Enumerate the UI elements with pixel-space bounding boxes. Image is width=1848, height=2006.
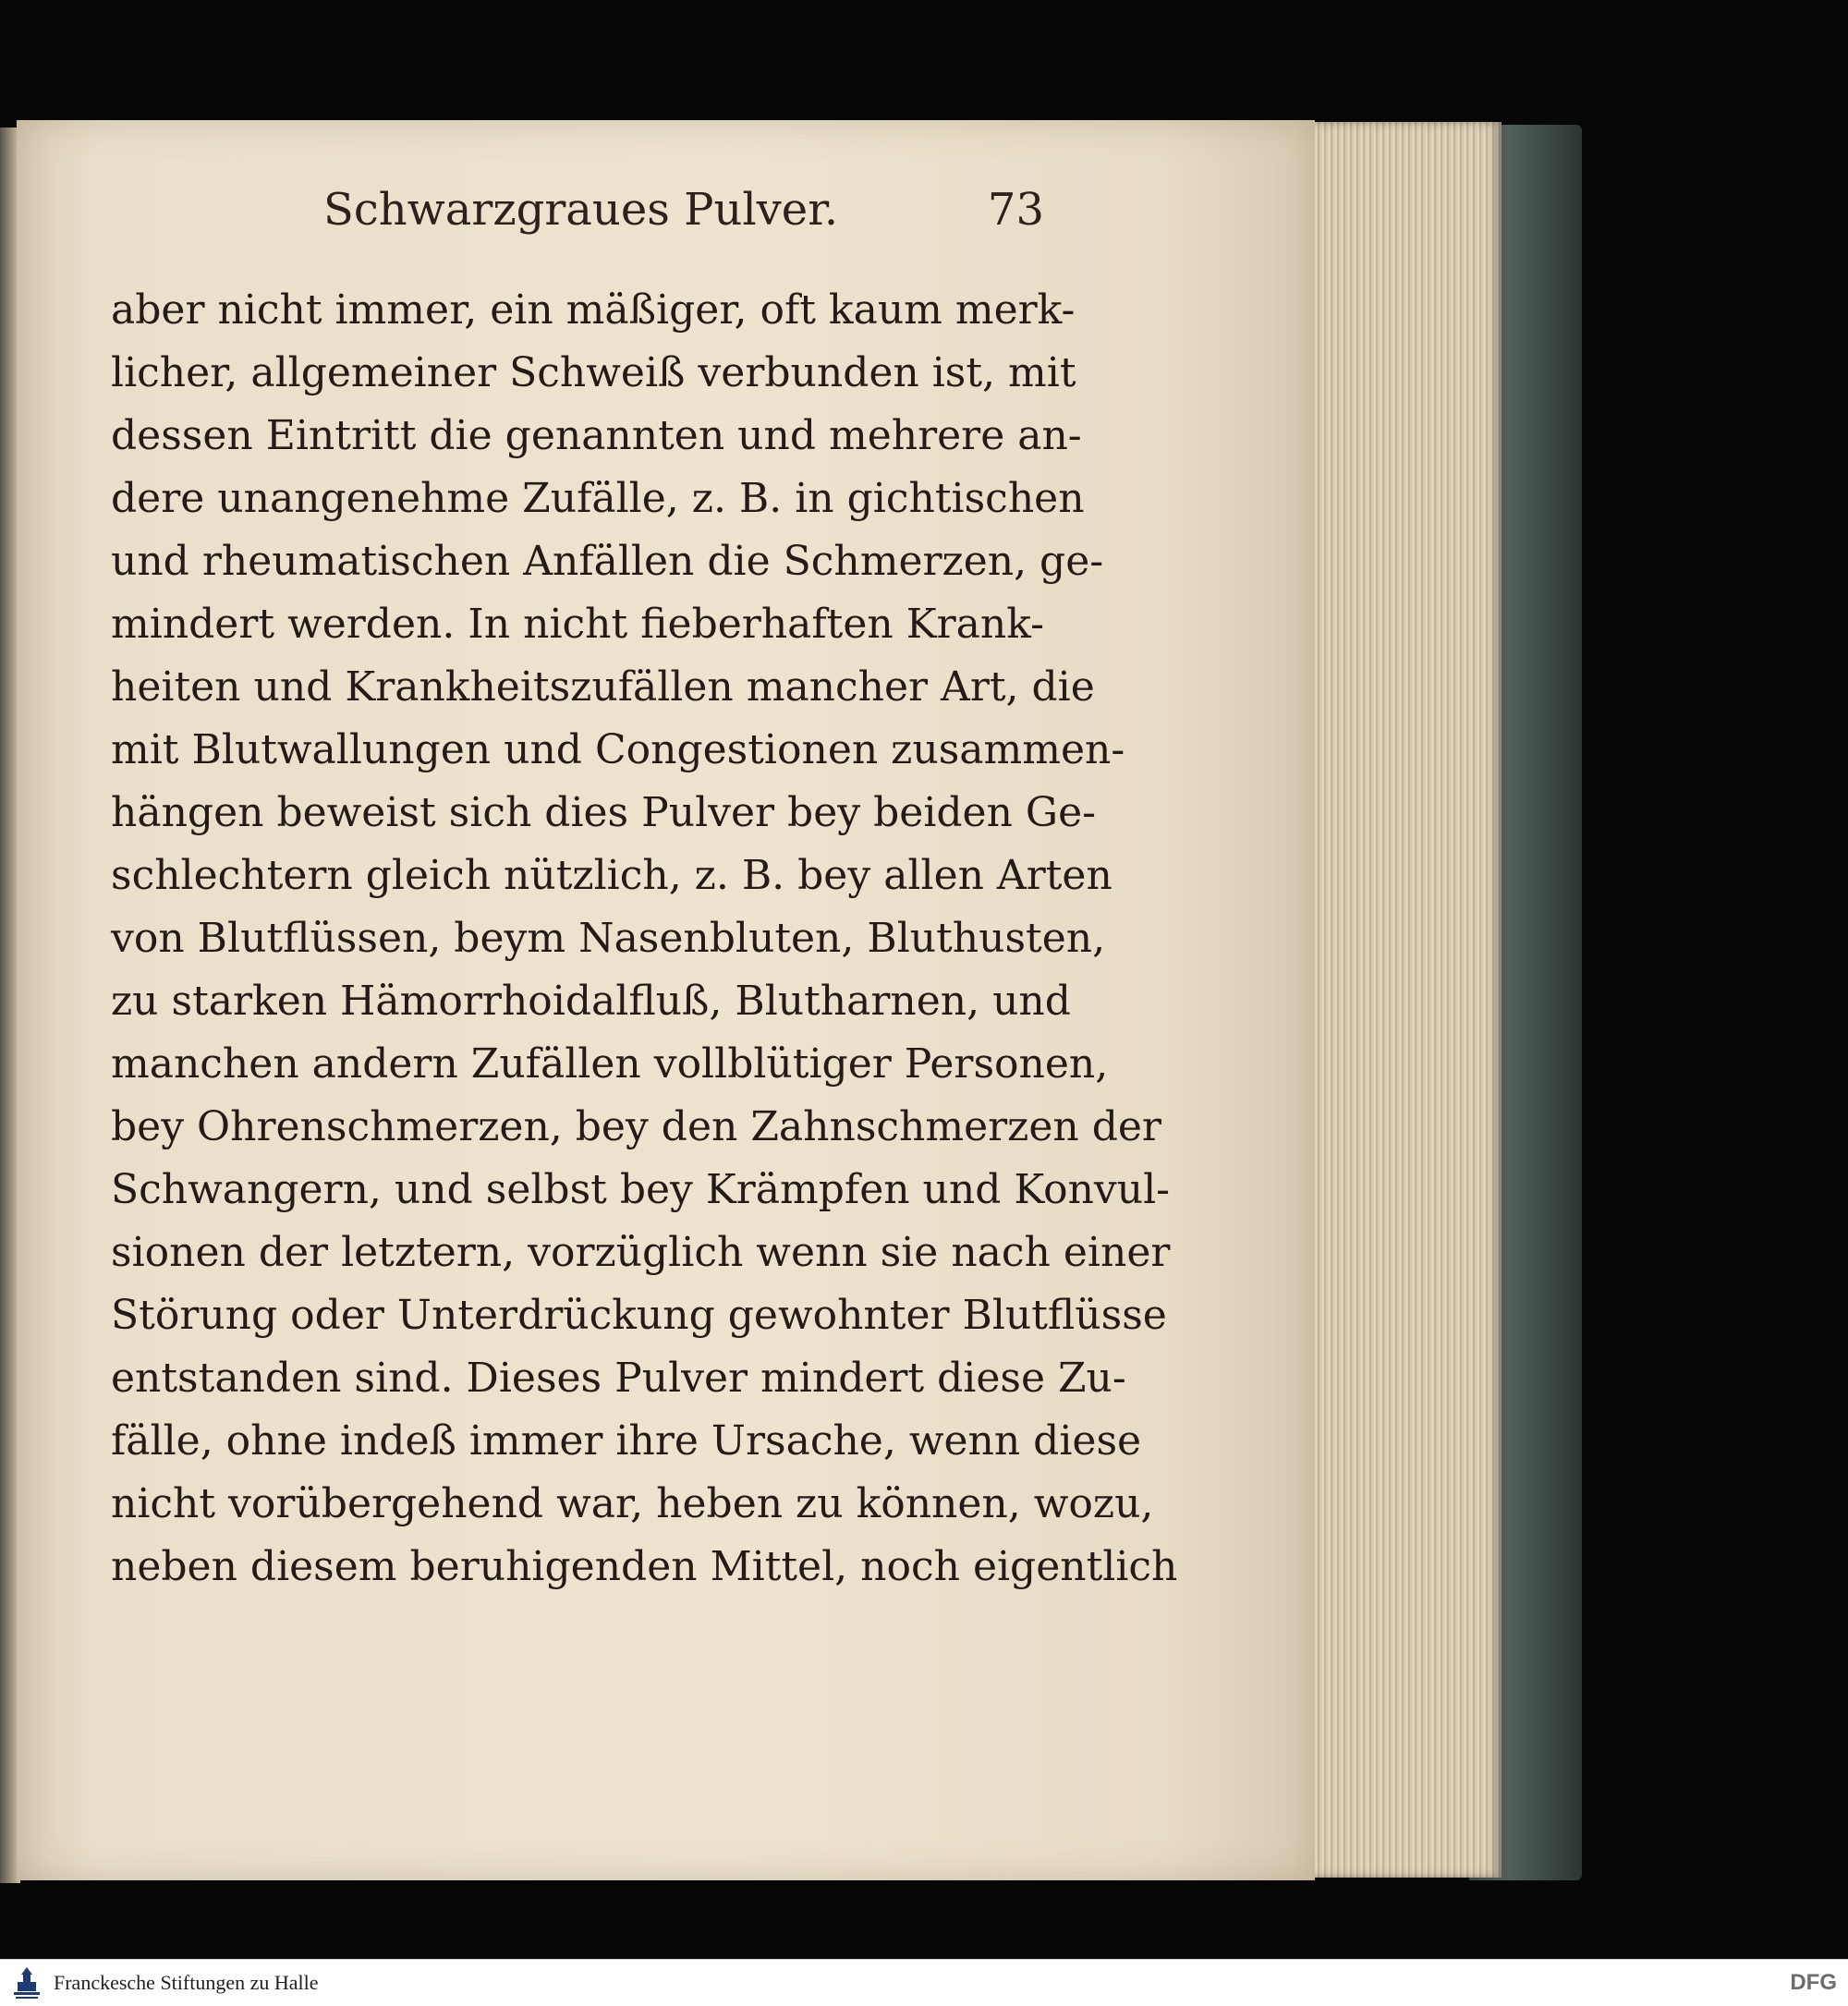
running-title: Schwarzgraues Pulver.: [323, 184, 839, 236]
institution-name: Franckesche Stiftungen zu Halle: [54, 1971, 319, 1994]
text-line: dessen Eintritt die genannten und mehrere an-: [111, 412, 1082, 459]
text-line: schlechtern gleich nützlich, z. B. bey allen Arten: [111, 852, 1112, 899]
viewer-footer: [0, 1959, 1848, 2006]
text-line: und rheumatischen Anfällen die Schmerzen, ge-: [111, 538, 1104, 585]
institution-logo-icon: [7, 1963, 46, 2002]
page-number: 73: [987, 184, 1044, 236]
text-line: Störung oder Unterdrückung gewohnter Blutflüsse: [111, 1292, 1167, 1339]
text-line: nicht vorübergehend war, heben zu können, wozu,: [111, 1480, 1154, 1527]
running-head: [323, 177, 1044, 242]
text-line: sionen der letztern, vorzüglich wenn sie nach einer: [111, 1229, 1171, 1276]
body-text: [111, 279, 1178, 1599]
text-line: entstanden sind. Dieses Pulver mindert diese Zu-: [111, 1355, 1126, 1402]
text-line: heiten und Krankheitszufällen mancher Art, die: [111, 663, 1095, 711]
text-line: zu starken Hämorrhoidalfluß, Blutharnen, und: [111, 978, 1071, 1025]
text-line: neben diesem beruhigenden Mittel, noch eigentlich: [111, 1543, 1178, 1590]
text-line: licher, allgemeiner Schweiß verbunden ist, mit: [111, 349, 1076, 396]
text-line: dere unangenehme Zufälle, z. B. in gichtischen: [111, 475, 1085, 522]
dfg-badge: DFG: [1790, 1970, 1837, 1995]
text-line: mit Blutwallungen und Congestionen zusammen-: [111, 726, 1125, 773]
text-line: fälle, ohne indeß immer ihre Ursache, wenn diese: [111, 1417, 1142, 1465]
text-line: manchen andern Zufällen vollblütiger Personen,: [111, 1040, 1109, 1088]
text-line: bey Ohrenschmerzen, bey den Zahnschmerzen der: [111, 1103, 1161, 1150]
text-line: hängen beweist sich dies Pulver bey beiden Ge-: [111, 789, 1096, 836]
page-edges: [1307, 122, 1502, 1878]
text-line: mindert werden. In nicht fieberhaften Krank-: [111, 601, 1044, 648]
text-line: von Blutflüssen, beym Nasenbluten, Bluthusten,: [111, 915, 1106, 962]
text-line: Schwangern, und selbst bey Krämpfen und Konvul-: [111, 1166, 1171, 1213]
text-line: aber nicht immer, ein mäßiger, oft kaum merk-: [111, 286, 1076, 334]
